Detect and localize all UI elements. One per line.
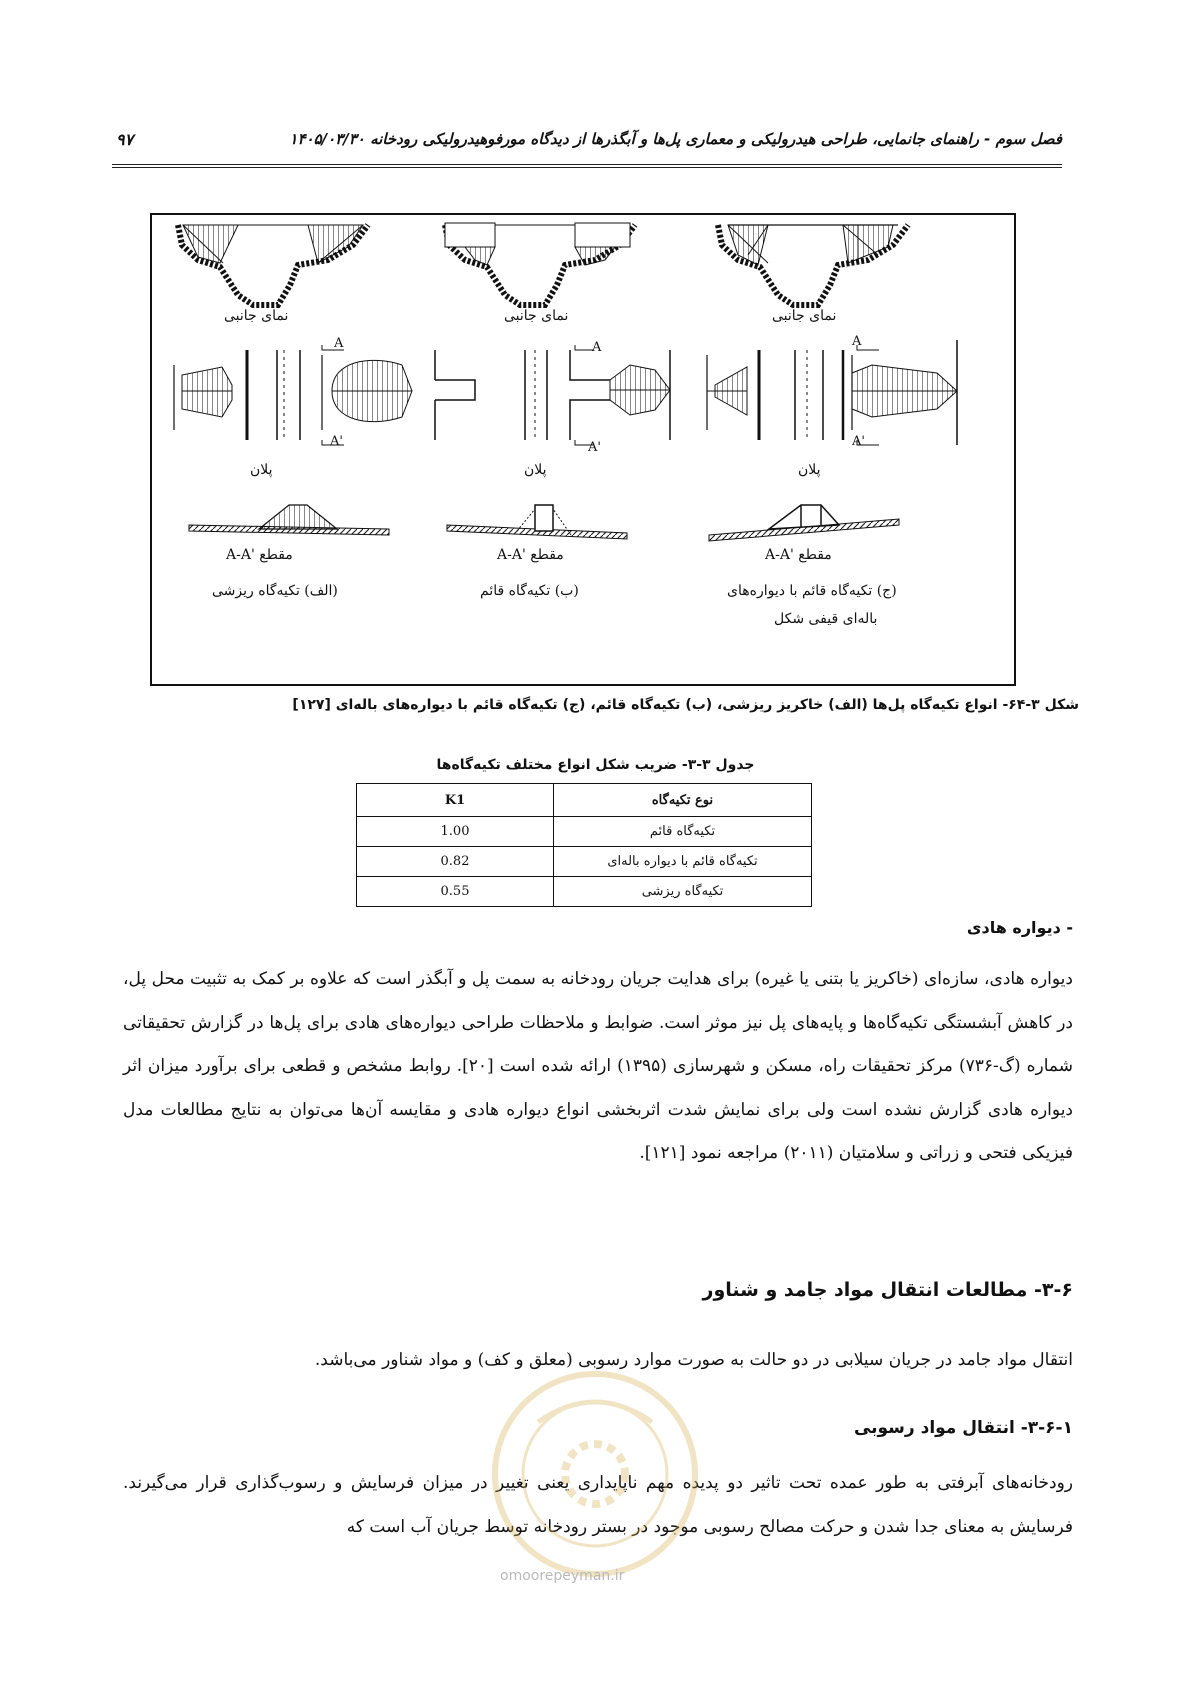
marker-a-right: A — [334, 336, 344, 351]
watermark-text: omoorepeyman.ir — [500, 1568, 625, 1584]
panel-caption: (الف) تکیه‌گاه ریزشی — [212, 583, 338, 599]
abutment-drawings — [152, 215, 1018, 688]
cell-type: تکیه‌گاه ریزشی — [554, 877, 812, 907]
cell-type: تکیه‌گاه قائم — [554, 817, 812, 847]
subsection-heading: ۳-۶-۱- انتقال مواد رسوبی — [853, 1418, 1073, 1438]
section-paragraph: انتقال مواد جامد در جریان سیلابی در دو حالت به صورت موارد رسوبی (معلق و کف) و مواد شناور می‌باشد. — [314, 1350, 1073, 1370]
marker-a-prime-right: A' — [330, 434, 343, 449]
plan-label: پلان — [250, 462, 273, 478]
cell-k: 0.82 — [357, 847, 554, 877]
page-number: ۹۷ — [116, 130, 134, 149]
table-header-row — [357, 784, 812, 817]
page-header — [112, 118, 1062, 168]
side-view-label: نمای جانبی — [772, 308, 837, 324]
section-label: مقطع 'A-A — [765, 547, 832, 563]
panel-caption: باله‌ای قیفی شکل — [774, 611, 878, 627]
section-drawings — [189, 505, 899, 541]
side-view-label: نمای جانبی — [224, 308, 289, 324]
side-view-drawings — [178, 223, 908, 305]
abutment-figure — [150, 213, 1016, 686]
panel-caption: (ب) تکیه‌گاه قائم — [480, 583, 579, 599]
side-view-label: نمای جانبی — [504, 308, 569, 324]
running-title: فصل سوم - راهنمای جانمایی، طراحی هیدرولیکی و معماری پل‌ها و آبگذرها از دیدگاه مورفوهیدرولیکی رودخانه ۱۴۰۵/۰۳/۳۰ — [289, 130, 1062, 148]
plan-label: پلان — [798, 462, 821, 478]
figure-caption: شکل ۳-۶۴- انواع تکیه‌گاه پل‌ها (الف) خاکریز ریزشی، (ب) تکیه‌گاه قائم، (ج) تکیه‌گاه قائم با دیواره‌های باله‌ای [۱۲۷] — [292, 697, 1079, 713]
table-row — [357, 847, 812, 877]
cell-k: 1.00 — [357, 817, 554, 847]
cell-type: تکیه‌گاه قائم با دیواره باله‌ای — [554, 847, 812, 877]
plan-label: پلان — [524, 462, 547, 478]
shape-coefficient-table — [356, 783, 812, 907]
guide-wall-paragraph: دیواره هادی، سازه‌ای (خاکریز یا بتنی یا غیره) برای هدایت جریان رودخانه به سمت پل و آبگذر است که علاوه بر کمک به تثبیت محل پل، در کاهش آبشستگی تکیه‌گاه‌ها و پایه‌های پل نیز موثر است. ضوابط و ملاحظات طراحی دیواره‌های هادی برای پل‌ها در گزارش تحقیقاتی شماره (گ-۷۳۶) مرکز تحقیقات راه، مسکن و شهرسازی (۱۳۹۵) ارائه شده است [۲۰]. روابط مشخص و قطعی برای برآورد میزان اثر دیواره هادی گزارش نشده است ولی برای نمایش شدت اثربخشی انواع دیواره هادی و مقایسه آن‌ها می‌توان به نتایج مطالعات مدل فیزیکی فتحی و زراتی و سلامتیان (۲۰۱۱) مراجعه نمود [۱۲۱]. — [123, 969, 1074, 1163]
header-type: نوع تکیه‌گاه — [554, 784, 812, 817]
table-row — [357, 877, 812, 907]
subsection-paragraph: رودخانه‌های آبرفتی به طور عمده تحت تاثیر دو پدیده مهم ناپایداری یعنی تغییر در میزان فرسایش و رسوب‌گذاری قرار می‌گیرند. فرسایش به معنای جدا شدن و حرکت مصالح رسوبی موجود در بستر رودخانه توسط جریان آب است که — [123, 1473, 1073, 1537]
header-k: K1 — [357, 784, 554, 817]
marker-a-prime-middle: A' — [588, 440, 601, 455]
section-heading: ۳-۶- مطالعات انتقال مواد جامد و شناور — [702, 1279, 1073, 1301]
table-caption: جدول ۳-۳- ضریب شکل انواع مختلف تکیه‌گاه‌ها — [436, 757, 755, 773]
guide-wall-title: - دیواره هادی — [966, 918, 1073, 937]
marker-a-left: A — [852, 334, 862, 349]
plan-drawings — [174, 340, 957, 445]
cell-k: 0.55 — [357, 877, 554, 907]
section-label: مقطع 'A-A — [497, 547, 564, 563]
marker-a-prime-left: A' — [852, 434, 865, 449]
panel-caption: (ج) تکیه‌گاه قائم با دیواره‌های — [727, 583, 897, 599]
marker-a-middle: A — [592, 340, 602, 355]
table-row — [357, 817, 812, 847]
section-label: مقطع 'A-A — [226, 547, 293, 563]
watermark-logo — [478, 1362, 713, 1587]
